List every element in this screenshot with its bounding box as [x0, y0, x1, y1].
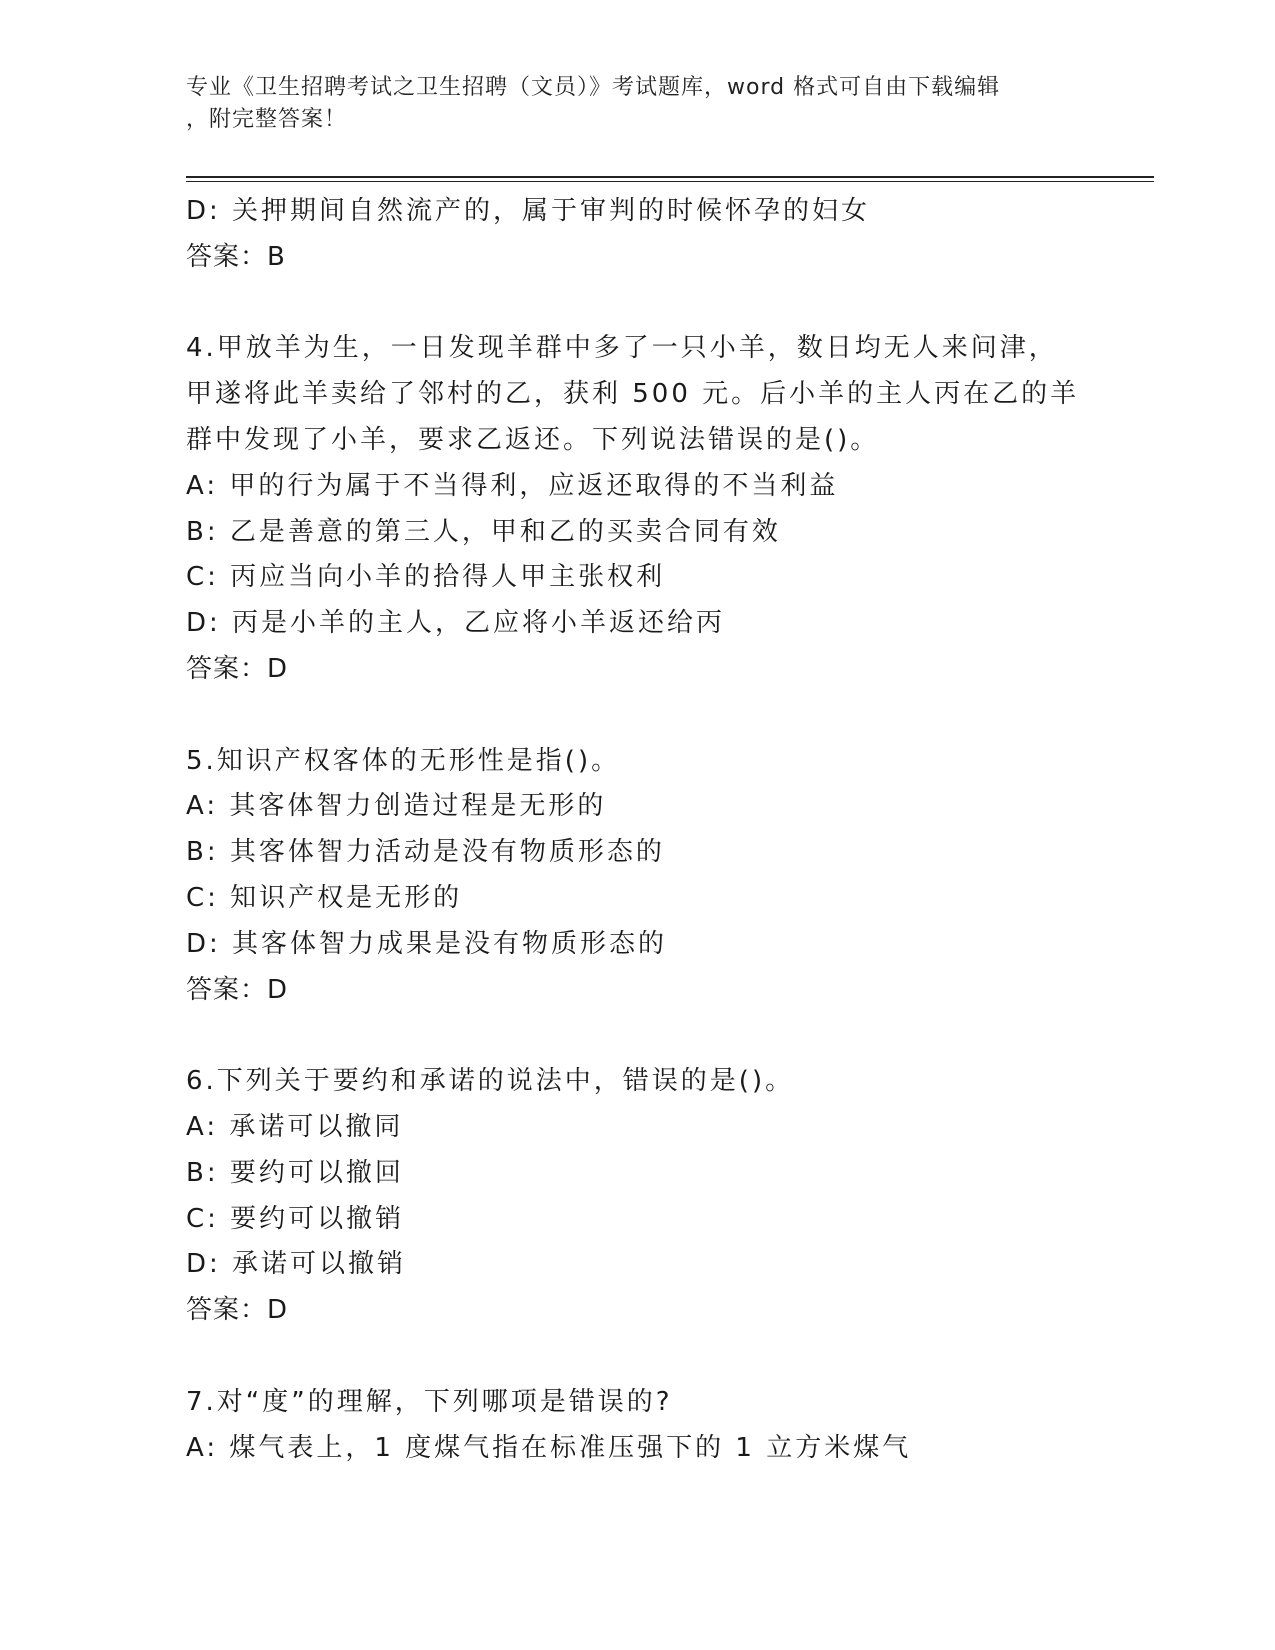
- question-4-option-b: B: 乙是善意的第三人，甲和乙的买卖合同有效: [186, 516, 781, 547]
- question-4-option-c: C: 丙应当向小羊的拾得人甲主张权利: [186, 562, 666, 593]
- question-6-option-d: D: 承诺可以撤销: [186, 1249, 407, 1280]
- header-divider-thin: [186, 181, 1154, 182]
- question-6-answer: 答案：D: [186, 1295, 289, 1326]
- question-4: [186, 326, 1146, 692]
- question-4-stem-line-3: 群中发现了小羊，要求乙返还。下列说法错误的是()。: [186, 424, 880, 455]
- question-5-answer: 答案：D: [186, 974, 289, 1005]
- question-4-stem-line-2: 甲遂将此羊卖给了邻村的乙，获利 500 元。后小羊的主人丙在乙的羊: [186, 379, 1080, 410]
- question-4-option-d: D: 丙是小羊的主人，乙应将小羊返还给丙: [186, 608, 726, 639]
- question-5-stem: 5.知识产权客体的无形性是指()。: [186, 745, 621, 776]
- spacer: [186, 1334, 1146, 1380]
- question-6-option-a: A: 承诺可以撤同: [186, 1111, 404, 1142]
- question-7-stem: 7.对“度”的理解，下列哪项是错误的?: [186, 1386, 673, 1417]
- header-title-line-1: 专业《卫生招聘考试之卫生招聘（文员）》考试题库，word 格式可自由下载编辑: [186, 75, 1001, 100]
- question-5-option-d: D: 其客体智力成果是没有物质形态的: [186, 928, 668, 959]
- question-4-stem-line-1: 4.甲放羊为生，一日发现羊群中多了一只小羊，数日均无人来问津，: [186, 333, 1058, 364]
- question-content: [186, 189, 1146, 1471]
- question-7-option-a: A: 煤气表上，1 度煤气指在标准压强下的 1 立方米煤气: [186, 1432, 912, 1463]
- spacer: [186, 693, 1146, 739]
- header-title-line-2: ，附完整答案！: [186, 107, 348, 132]
- question-7: [186, 1380, 1146, 1472]
- prev-question-option-d: D: 关押期间自然流产的，属于审判的时候怀孕的妇女: [186, 196, 871, 226]
- prev-question-answer: 答案：B: [186, 241, 286, 272]
- question-5-option-c: C: 知识产权是无形的: [186, 882, 463, 913]
- question-5: [186, 739, 1146, 1014]
- spacer: [186, 1013, 1146, 1059]
- page-header: [186, 72, 1086, 136]
- question-6-option-c: C: 要约可以撤销: [186, 1203, 405, 1234]
- question-5-option-a: A: 其客体智力创造过程是无形的: [186, 791, 607, 822]
- question-6-option-b: B: 要约可以撤回: [186, 1157, 404, 1188]
- spacer: [186, 281, 1146, 327]
- question-6-stem: 6.下列关于要约和承诺的说法中，错误的是()。: [186, 1066, 795, 1097]
- question-6: [186, 1059, 1146, 1334]
- header-divider-thick: [186, 176, 1154, 178]
- question-4-answer: 答案：D: [186, 653, 289, 684]
- question-5-option-b: B: 其客体智力活动是没有物质形态的: [186, 837, 665, 868]
- question-4-option-a: A: 甲的行为属于不当得利，应返还取得的不当利益: [186, 470, 839, 501]
